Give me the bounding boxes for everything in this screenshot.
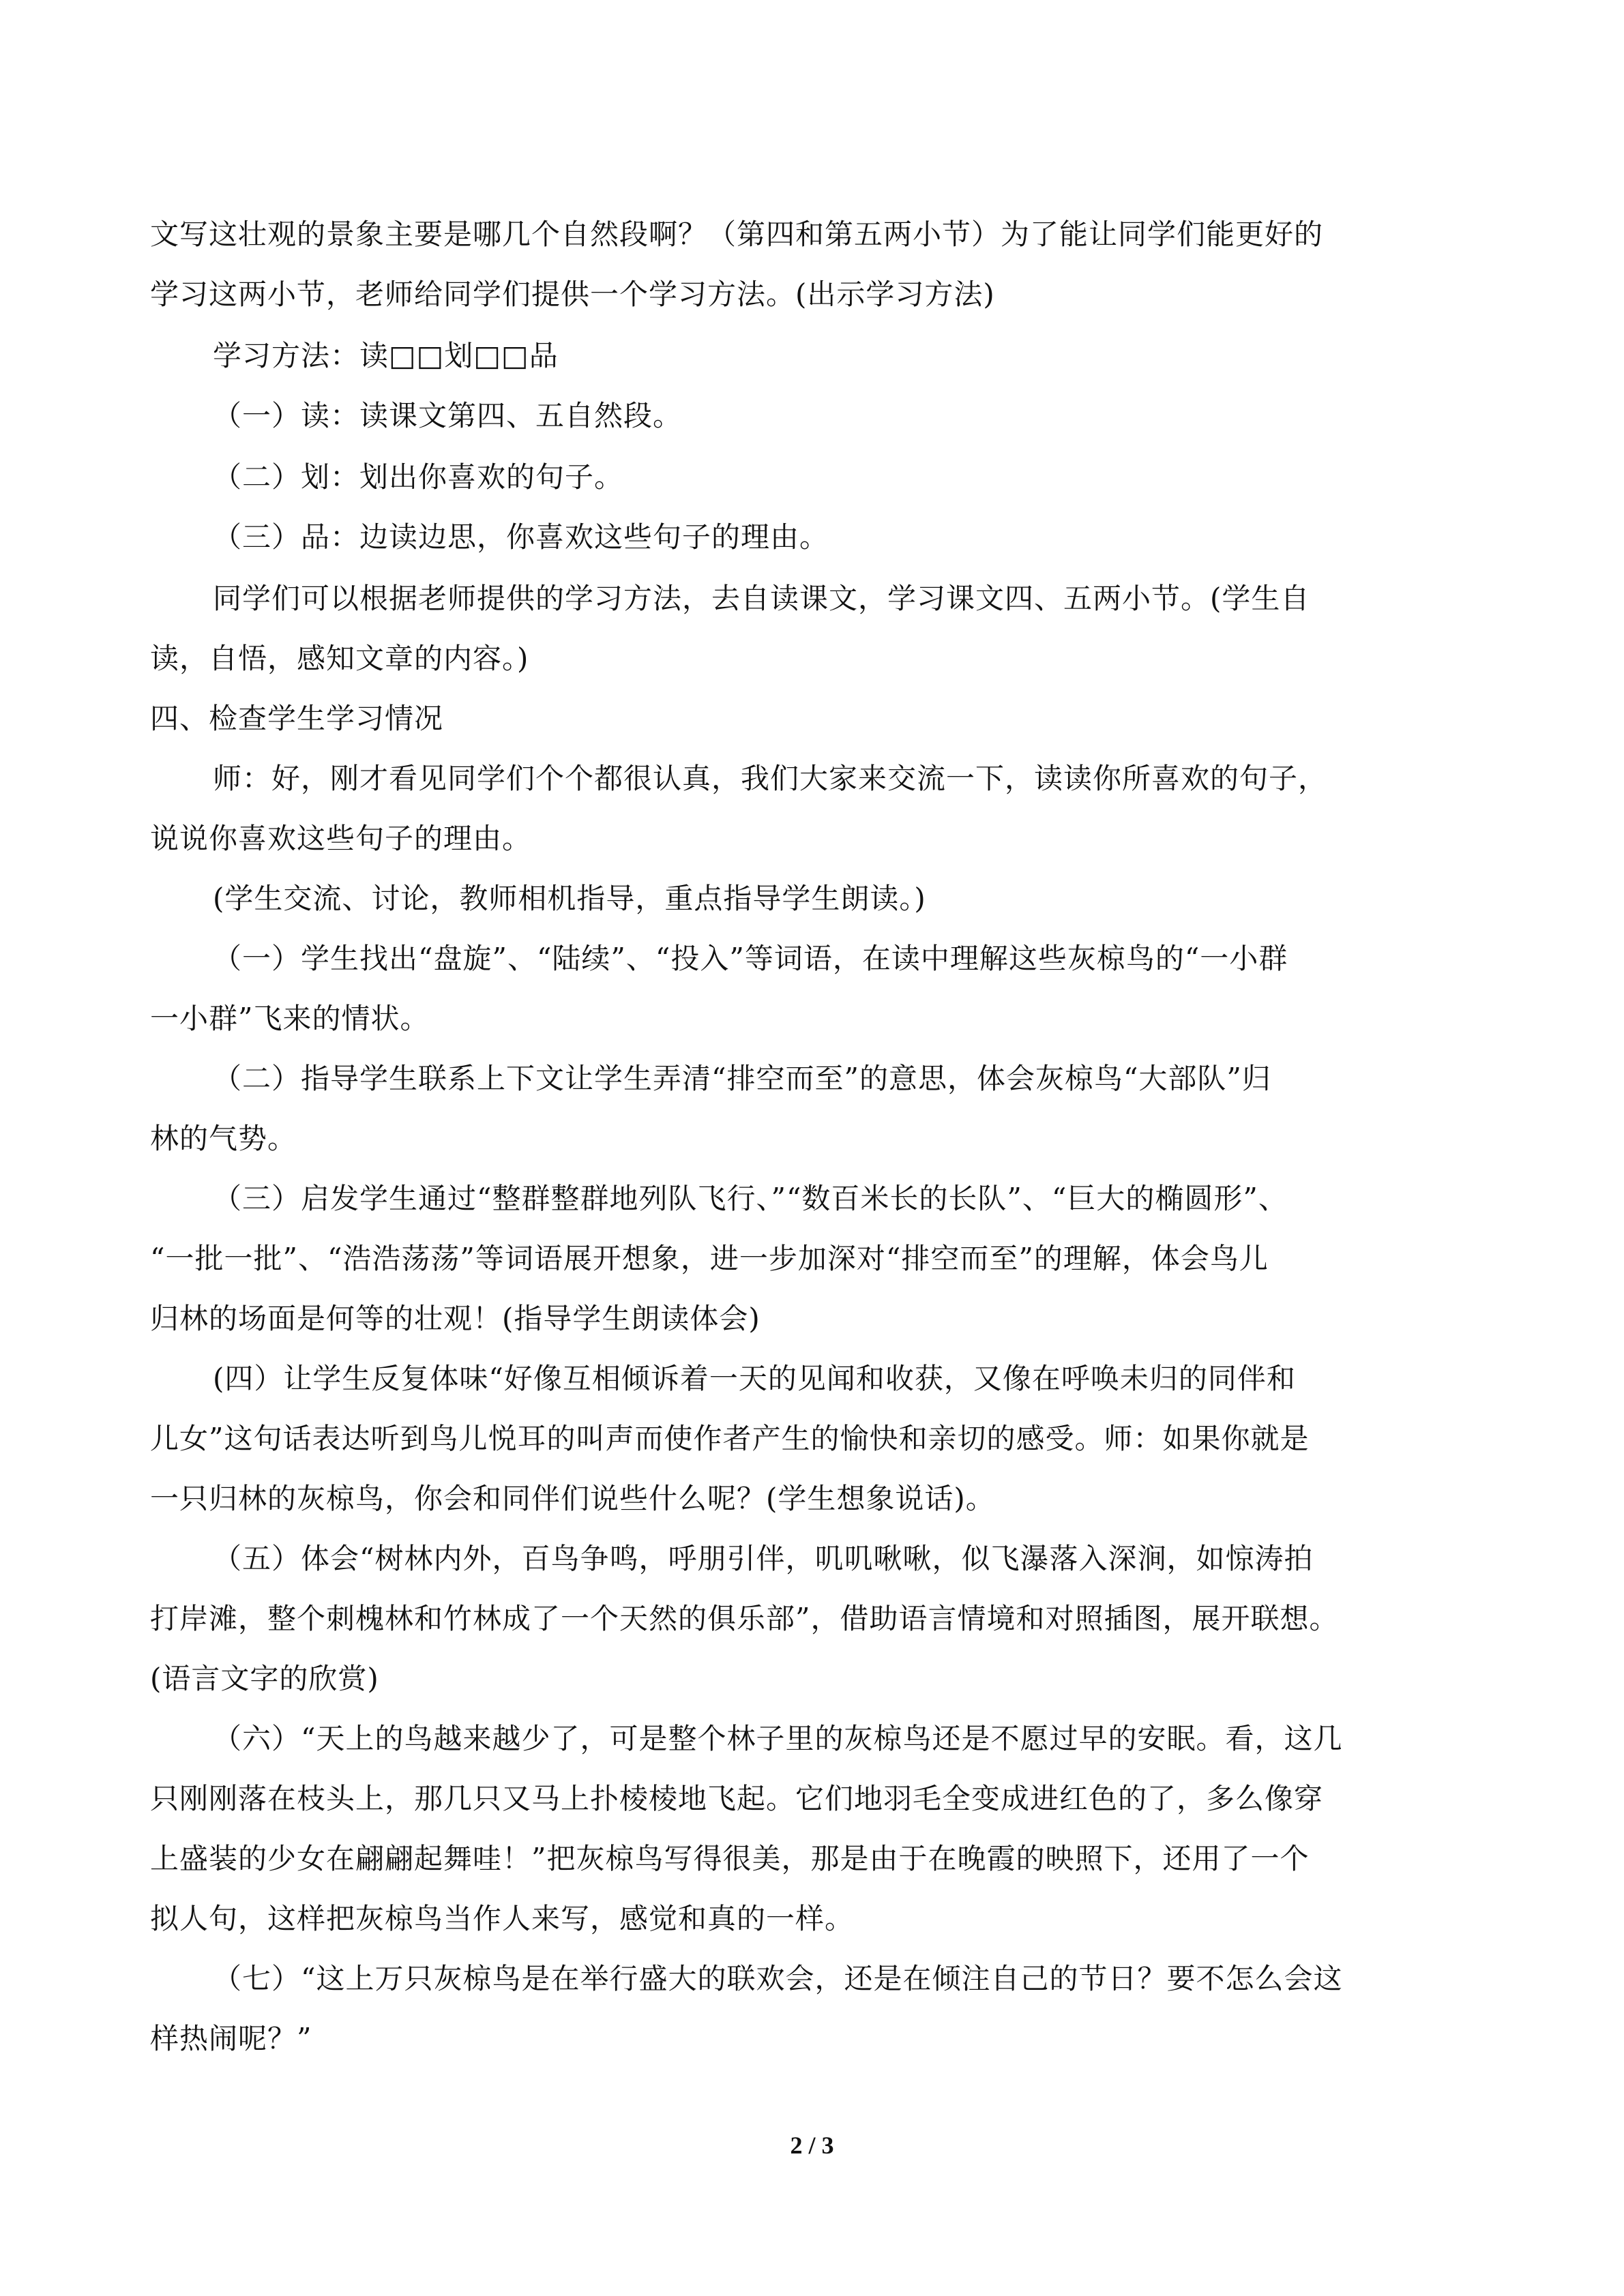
page-number: 2 / 3 <box>790 2132 834 2159</box>
text-line: （一）学生找出“盘旋”、“陆续”、“投入”等词语，在读中理解这些灰椋鸟的“一小群 <box>213 942 1288 975</box>
text-line: 说说你喜欢这些句子的理由。 <box>150 822 532 855</box>
text-line: 文写这壮观的景象主要是哪几个自然段啊？（第四和第五两小节）为了能让同学们能更好的 <box>150 218 1324 251</box>
text-line: 同学们可以根据老师提供的学习方法，去自读课文，学习课文四、五两小节。(学生自 <box>213 582 1310 615</box>
text-line: (四）让学生反复体味“好像互相倾诉着一天的见闻和收获，又像在呼唤未归的同伴和 <box>213 1362 1296 1395</box>
section-heading: 四、检查学生学习情况 <box>150 702 444 735</box>
text-line: （一）读：读课文第四、五自然段。 <box>213 399 683 432</box>
text-line: 儿女”这句话表达听到鸟儿悦耳的叫声而使作者产生的愉快和亲切的感受。师：如果你就是 <box>150 1422 1310 1455</box>
text-line: (语言文字的欣赏) <box>150 1662 379 1695</box>
text-line: （三）启发学生通过“整群整群地列队飞行、”“数百米长的长队”、“巨大的椭圆形”、 <box>213 1182 1288 1215</box>
text-line: 学习这两小节，老师给同学们提供一个学习方法。(出示学习方法) <box>150 278 995 311</box>
text-line: 读，自悟，感知文章的内容。) <box>150 642 529 675</box>
text-line: （二）划：划出你喜欢的句子。 <box>213 460 624 494</box>
text-line: 上盛装的少女在翩翩起舞哇！”把灰椋鸟写得很美，那是由于在晚霞的映照下，还用了一个 <box>150 1842 1310 1875</box>
text-line: 学习方法：读□□划□□品 <box>213 339 559 372</box>
text-line: 只刚刚落在枝头上，那几只又马上扑棱棱地飞起。它们地羽毛全变成进红色的了，多么像穿 <box>150 1782 1324 1815</box>
text-line: (学生交流、讨论，教师相机指导，重点指导学生朗读。) <box>213 882 926 915</box>
text-line: 打岸滩，整个刺槐林和竹林成了一个天然的俱乐部”，借助语言情境和对照插图，展开联想。 <box>150 1602 1339 1635</box>
text-line: （六）“天上的鸟越来越少了，可是整个林子里的灰椋鸟还是不愿过早的安眠。看，这几 <box>213 1722 1343 1755</box>
text-line: （七）“这上万只灰椋鸟是在举行盛大的联欢会，还是在倾注自己的节日？要不怎么会这 <box>213 1962 1343 1995</box>
text-line: “一批一批”、“浩浩荡荡”等词语展开想象，进一步加深对“排空而至”的理解，体会鸟儿 <box>150 1242 1269 1275</box>
text-line: （二）指导学生联系上下文让学生弄清“排空而至”的意思，体会灰椋鸟“大部队”归 <box>213 1062 1271 1095</box>
text-line: （三）品：边读边思，你喜欢这些句子的理由。 <box>213 520 829 554</box>
text-line: 拟人句，这样把灰椋鸟当作人来写，感觉和真的一样。 <box>150 1902 855 1935</box>
text-line: 师：好，刚才看见同学们个个都很认真，我们大家来交流一下，读读你所喜欢的句子， <box>213 762 1328 795</box>
text-line: 一只归林的灰椋鸟，你会和同伴们说些什么呢？(学生想象说话)。 <box>150 1482 995 1515</box>
text-line: 林的气势。 <box>150 1122 297 1155</box>
text-line: 样热闹呢？” <box>150 2022 312 2055</box>
text-line: 归林的场面是何等的壮观！(指导学生朗读体会) <box>150 1302 761 1335</box>
text-line: 一小群”飞来的情状。 <box>150 1002 430 1035</box>
text-line: （五）体会“树林内外，百鸟争鸣，呼朋引伴，叽叽啾啾，似飞瀑落入深涧，如惊涛拍 <box>213 1542 1314 1575</box>
